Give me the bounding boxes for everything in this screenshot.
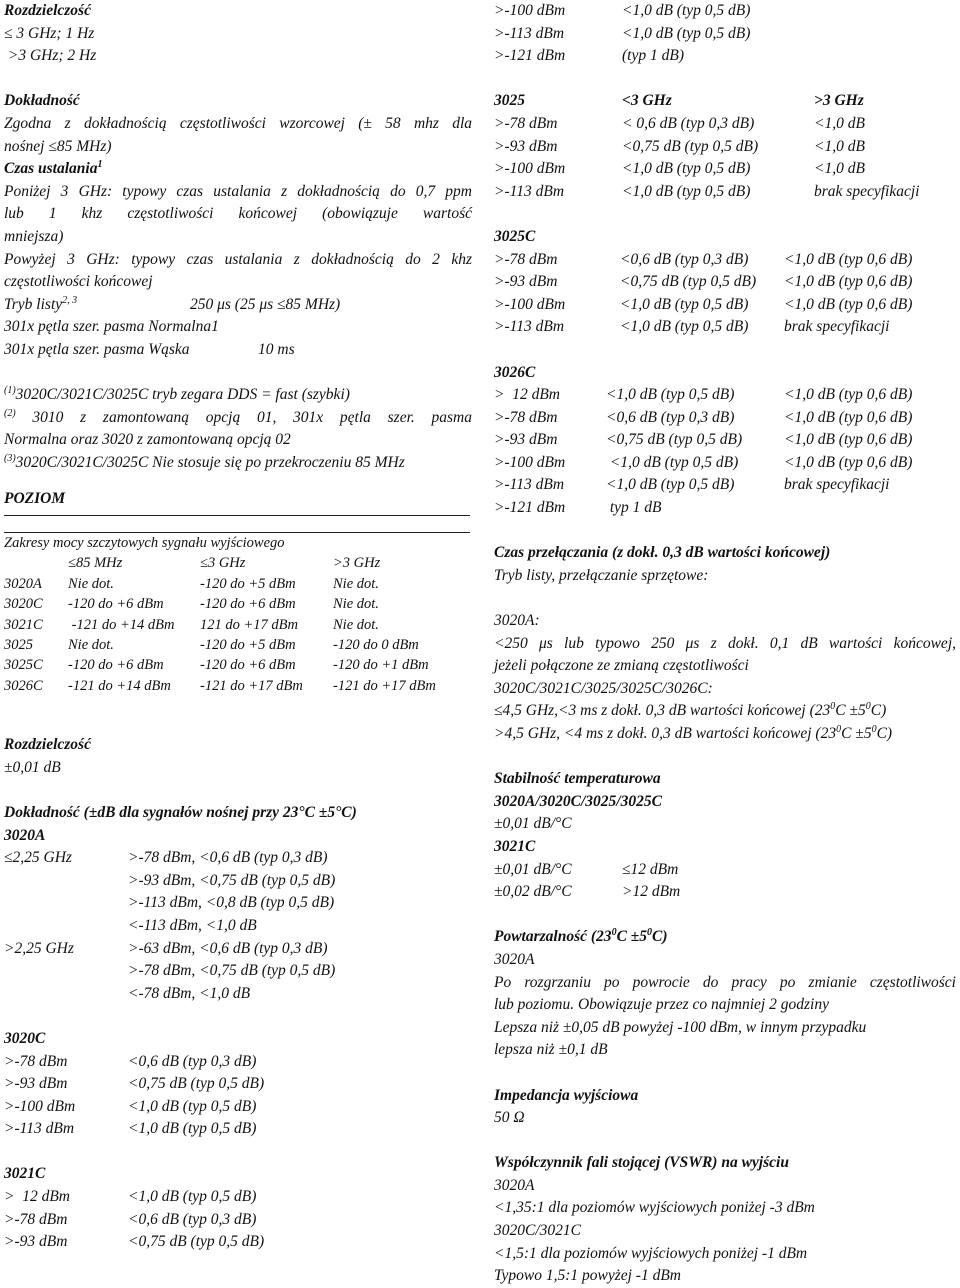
- spec-row: >-93 dBm <0,75 dB (typ 0,5 dB) <1,0 dB (typ 0,6 dB): [494, 273, 913, 291]
- list-mode-row: [4, 294, 472, 317]
- normal-loop-text: 301x pętla szer. pasma Normalna1: [4, 318, 219, 336]
- model-label: 3020A: [494, 1176, 535, 1194]
- power-range-table: [4, 533, 472, 696]
- narrow-loop-label: 301x pętla szer. pasma Wąska: [4, 340, 190, 358]
- spec-row: >-121 dBm typ 1 dB: [494, 499, 662, 517]
- spec-row: <-113 dBm, <1,0 dB: [128, 916, 257, 934]
- model-label: 3020C/3021C: [494, 1222, 581, 1240]
- spec-row: > 12 dBm <1,0 dB (typ 0,5 dB): [4, 1188, 257, 1206]
- narrow-loop-value: 10 ms: [258, 340, 295, 358]
- spec-row: >-78 dBm <0,6 dB (typ 0,3 dB) <1,0 dB (typ 0,6 dB): [494, 250, 913, 268]
- impedance-title: Impedancja wyjściowa: [494, 1086, 639, 1104]
- model-label: 3026C: [494, 363, 536, 381]
- settling-text: częstotliwości końcowej: [4, 273, 153, 291]
- spec-row: >-78 dBm <0,6 dB (typ 0,3 dB) <1,0 dB (typ 0,6 dB): [494, 408, 913, 426]
- spec-row: >-113 dBm <1,0 dB (typ 0,5 dB) brak specyfikacji: [494, 318, 890, 336]
- spec-row: ±0,02 dB/°C >12 dBm: [494, 883, 681, 901]
- spec-row: > 12 dBm <1,0 dB (typ 0,5 dB) <1,0 dB (typ 0,6 dB): [494, 386, 913, 404]
- power-table-header: ≤85 MHz ≤3 GHz >3 GHz: [68, 555, 381, 572]
- repeatability-text: lub poziomu. Obowiązuje przez co najmniej 2 godziny: [494, 996, 829, 1014]
- spec-row: ≤2,25 GHz >-78 dBm, <0,6 dB (typ 0,3 dB): [4, 849, 328, 867]
- spec-row: >-78 dBm <0,6 dB (typ 0,3 dB): [4, 1052, 257, 1070]
- accuracy-text: nośnej ≤85 MHz): [4, 137, 112, 155]
- switching-text: jeżeli połączone ze zmianą częstotliwości: [494, 657, 749, 675]
- footnote-3: $^{(3)}$3020C/3021C/3025C Nie stosuje się po przekroczeniu 85 MHz: [4, 452, 405, 471]
- level-accuracy-title: Dokładność (±dB dla sygnałów nośnej przy 23°C ±5°C): [4, 803, 357, 821]
- resolution-title: Rozdzielczość: [4, 2, 91, 19]
- settling-title-text: Czas ustalania: [4, 160, 98, 178]
- footnote-2-cont: Normalna oraz 3020 z zamontowaną opcją 02: [4, 431, 291, 449]
- vswr-title: Współczynnik fali stojącej (VSWR) na wyjściu: [494, 1154, 789, 1172]
- spec-row: >-121 dBm (typ 1 dB): [494, 47, 684, 65]
- spec-row: >-78 dBm <0,6 dB (typ 0,3 dB): [4, 1210, 257, 1228]
- spec-row: >-100 dBm <1,0 dB (typ 0,5 dB) <1,0 dB (typ 0,6 dB): [494, 453, 913, 471]
- list-mode-label: Tryb listy$^{2, 3}$: [4, 294, 78, 313]
- resolution-line: >3 GHz; 2 Hz: [4, 47, 97, 65]
- spec-row: ±0,01 dB/°C ≤12 dBm: [494, 860, 679, 878]
- switching-text: >4,5 GHz, <4 ms z dokł. 0,3 dB wartości końcowej $(23^0C \pm 5^0C)$: [494, 723, 893, 742]
- spec-row: >-100 dBm <1,0 dB (typ 0,5 dB): [494, 2, 751, 19]
- switching-title: Czas przełączania (z dokł. 0,3 dB wartości końcowej): [494, 544, 831, 562]
- spec-row: >-113 dBm <1,0 dB (typ 0,5 dB): [494, 24, 751, 42]
- list-mode-value: 250 μs (25 μs ≤85 MHz): [190, 295, 341, 313]
- spec-row: >-93 dBm, <0,75 dB (typ 0,5 dB): [128, 871, 336, 889]
- right-column: [494, 0, 956, 1288]
- model-label: 3020A: [494, 950, 535, 968]
- table-row: 3025C -120 do +6 dBm -120 do +6 dBm -120 do +1 dBm: [4, 657, 429, 674]
- settling-title: [4, 158, 472, 181]
- spec-row: >-78 dBm, <0,75 dB (typ 0,5 dB): [128, 962, 336, 980]
- model-label: 3021C: [494, 837, 536, 855]
- spec-value: ±0,01 dB/°C: [494, 815, 572, 833]
- table-row: 3021C -121 do +14 dBm 121 do +17 dBm Nie dot.: [4, 616, 379, 633]
- table-row: 3026C -121 do +14 dBm -121 do +17 dBm -121 do +17 dBm: [4, 677, 436, 694]
- repeatability-title: Powtarzalność $(23^0C \pm 5^0C)$: [494, 927, 668, 946]
- left-column: [4, 0, 472, 1254]
- spec-row: >-100 dBm <1,0 dB (typ 0,5 dB) <1,0 dB (typ 0,6 dB): [494, 295, 913, 313]
- impedance-value: 50 Ω: [494, 1109, 525, 1127]
- model-label: 3020A/3020C/3025/3025C: [494, 792, 662, 810]
- spec-row: >-113 dBm, <0,8 dB (typ 0,5 dB): [128, 894, 335, 912]
- model-label: 3020A: [4, 826, 46, 844]
- spec-row: >-93 dBm <0,75 dB (typ 0,5 dB) <1,0 dB (typ 0,6 dB): [494, 431, 913, 449]
- accuracy-title: Dokładność: [4, 92, 80, 110]
- resolution-title: Rozdzielczość: [4, 736, 91, 754]
- switching-text: 3020C/3021C/3025/3025C/3026C:: [494, 679, 713, 697]
- switching-text: ≤4,5 GHz,<3 ms z dokł. 0,3 dB wartości końcowej $(23^0C \pm 5^0C)$: [494, 701, 887, 720]
- resolution-line: ≤ 3 GHz; 1 Hz: [4, 24, 95, 42]
- model-header-3025: 3025 <3 GHz >3 GHz: [494, 92, 864, 110]
- vswr-text: Typowo 1,5:1 powyżej -1 dBm: [494, 1267, 681, 1285]
- repeatability-text: lepsza niż ±0,1 dB: [494, 1041, 608, 1059]
- spec-row: >-93 dBm <0,75 dB (typ 0,5 dB): [4, 1233, 265, 1251]
- table-row: 3020A Nie dot. -120 do +5 dBm Nie dot.: [4, 575, 379, 592]
- spec-row: >-100 dBm <1,0 dB (typ 0,5 dB): [4, 1097, 257, 1115]
- spec-row: >-78 dBm < 0,6 dB (typ 0,3 dB) <1,0 dB: [494, 114, 865, 132]
- switching-text: <250 μs lub typowo 250 μs z dokł. 0,1 dB wartości końcowej,: [494, 634, 956, 652]
- repeatability-text: Po rozgrzaniu po powrocie do pracy po zmianie częstotliwości: [494, 973, 956, 991]
- model-label: 3020A:: [494, 612, 540, 630]
- spec-row: >-93 dBm <0,75 dB (typ 0,5 dB) <1,0 dB: [494, 137, 865, 155]
- footnote-1: $^{(1)}$3020C/3021C/3025C tryb zegara DDS = fast (szybki): [4, 384, 350, 404]
- footnote-2: $^{(2)}$ 3010 z zamontowaną opcją 01, 301x pętla szer. pasma: [4, 407, 472, 426]
- spec-row: <-78 dBm, <1,0 dB: [128, 984, 251, 1002]
- spec-row: >2,25 GHz >-63 dBm, <0,6 dB (typ 0,3 dB): [4, 939, 328, 957]
- vswr-text: <1,5:1 dla poziomów wyjściowych poniżej -1 dBm: [494, 1244, 808, 1262]
- vswr-text: <1,35:1 dla poziomów wyjściowych poniżej -3 dBm: [494, 1199, 815, 1217]
- temp-stability-title: Stabilność temperaturowa: [494, 770, 661, 788]
- model-label: 3025C: [494, 227, 536, 245]
- settling-text: Poniżej 3 GHz: typowy czas ustalania z dokładnością do 0,7 ppm: [4, 182, 472, 200]
- accuracy-text: Zgodna z dokładnością częstotliwości wzorcowej (± 58 mhz dla: [4, 114, 472, 132]
- settling-text: lub 1 khz częstotliwości końcowej (obowiązuje wartość: [4, 205, 472, 223]
- narrow-loop-row: [4, 339, 472, 362]
- settling-text: mniejsza): [4, 227, 64, 245]
- spec-row: >-93 dBm <0,75 dB (typ 0,5 dB): [4, 1075, 265, 1093]
- spec-row: >-100 dBm <1,0 dB (typ 0,5 dB) <1,0 dB: [494, 160, 865, 178]
- table-row: 3020C -120 do +6 dBm -120 do +6 dBm Nie dot.: [4, 596, 379, 613]
- spec-row: >-113 dBm <1,0 dB (typ 0,5 dB) brak specyfikacji: [494, 182, 920, 200]
- resolution-value: ±0,01 dB: [4, 758, 61, 776]
- table-row: 3025 Nie dot. -120 do +5 dBm -120 do 0 dBm: [4, 637, 419, 654]
- settling-text: Powyżej 3 GHz: typowy czas ustalania z dokładnością do 2 khz: [4, 250, 472, 268]
- switching-subtitle: Tryb listy, przełączanie sprzętowe:: [494, 566, 709, 584]
- level-heading: POZIOM: [4, 490, 66, 508]
- spec-row: >-113 dBm <1,0 dB (typ 0,5 dB): [4, 1120, 257, 1138]
- power-table-title: Zakresy mocy szczytowych sygnału wyjściowego: [4, 535, 285, 552]
- repeatability-text: Lepsza niż ±0,05 dB powyżej -100 dBm, w innym przypadku: [494, 1018, 867, 1036]
- model-label: 3020C: [4, 1029, 46, 1047]
- spec-row: >-113 dBm <1,0 dB (typ 0,5 dB) brak specyfikacji: [494, 476, 890, 494]
- model-label: 3021C: [4, 1165, 46, 1183]
- footnote-ref: 1: [97, 159, 103, 170]
